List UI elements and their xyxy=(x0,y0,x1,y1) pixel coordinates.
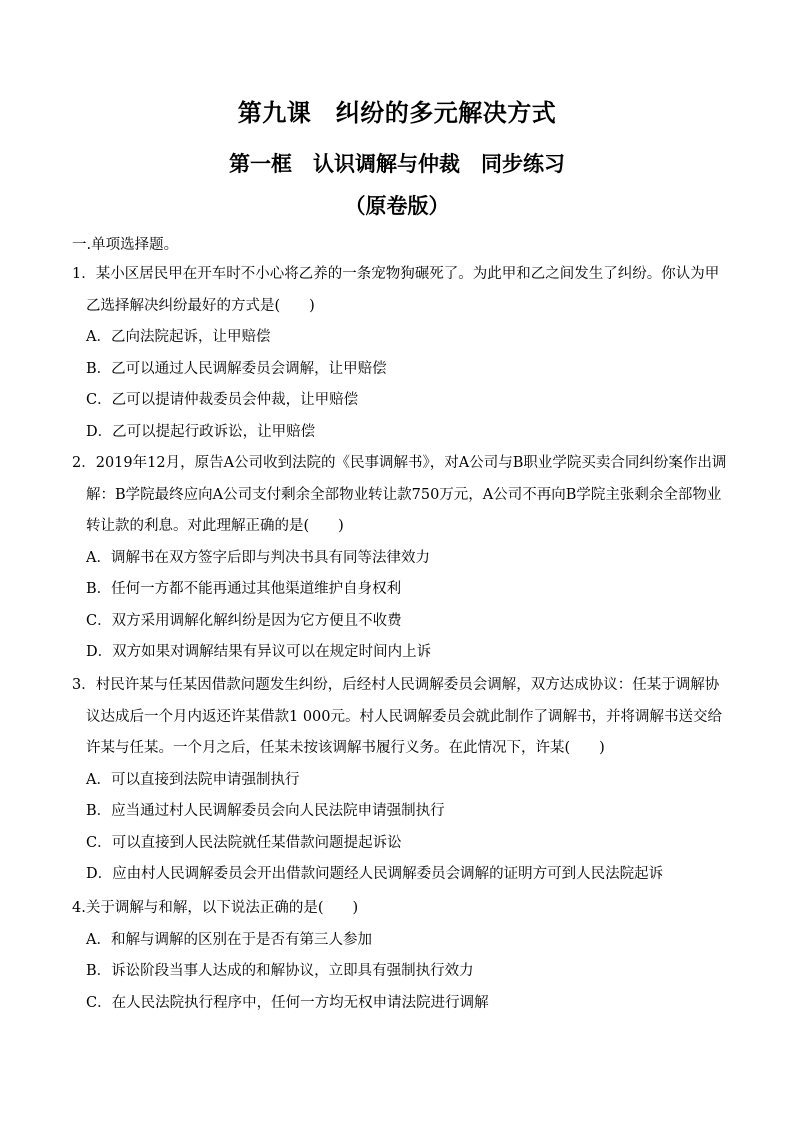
question-stem: 4.关于调解与和解，以下说法正确的是( ) xyxy=(72,900,359,916)
question-2 xyxy=(72,448,732,669)
option-d: D．应由村人民调解委员会开出借款问题经人民调解委员会调解的证明方可到人民法院起诉 xyxy=(86,866,664,882)
option-c: C．双方采用调解化解纠纷是因为它方便且不收费 xyxy=(86,612,402,629)
lesson-title: 第九课 纠纷的多元解决方式 xyxy=(237,98,557,127)
option-a: A．和解与调解的区别在于是否有第三人参加 xyxy=(86,931,372,948)
option-c: C．乙可以提请仲裁委员会仲裁，让甲赔偿 xyxy=(86,392,359,408)
question-stem: 3．村民许某与任某因借款问题发生纠纷，后经村人民调解委员会调解，双方达成协议：任某于调解协议达成后一个月内返还许某借款1 000元。村人民调解委员会就此制作了调解书，并将调解书送交给许某与任某。一个月之后，任某未按该调解书履行义务。在此情况下，许某( ) xyxy=(72,677,723,756)
option-b: B．应当通过村人民调解委员会向人民法院申请强制执行 xyxy=(86,803,445,819)
question-3 xyxy=(72,670,732,891)
option-a: A．调解书在双方签字后即与判决书具有同等法律效力 xyxy=(86,549,430,566)
section-subtitle: 第一框 认识调解与仲裁 同步练习 xyxy=(229,151,565,176)
version-label: （原卷版） xyxy=(344,193,450,218)
option-c: C．在人民法院执行程序中，任何一方均无权申请法院进行调解 xyxy=(86,994,489,1011)
option-b: B．任何一方都不能再通过其他渠道维护自身权利 xyxy=(86,581,402,597)
option-b: B．诉讼阶段当事人达成的和解协议，立即具有强制执行效力 xyxy=(86,963,474,979)
question-1 xyxy=(72,259,732,448)
option-c: C．可以直接到人民法院就任某借款问题提起诉讼 xyxy=(86,834,402,851)
option-a: A．可以直接到法院申请强制执行 xyxy=(86,771,300,788)
option-b: B．乙可以通过人民调解委员会调解，让甲赔偿 xyxy=(86,360,387,377)
option-a: A．乙向法院起诉，让甲赔偿 xyxy=(86,329,271,345)
option-d: D．双方如果对调解结果有异议可以在规定时间内上诉 xyxy=(86,644,432,660)
question-stem: 1．某小区居民甲在开车时不小心将乙养的一条宠物狗碾死了。为此甲和乙之间发生了纠纷。你认为甲乙选择解决纠纷最好的方式是( ) xyxy=(72,266,720,314)
question-stem: 2．2019年12月，原告A公司收到法院的《民事调解书》，对A公司与B职业学院买卖合同纠纷案作出调解：B学院最终应向A公司支付剩余全部物业转让款750万元，A公司不再向B学院主张剩余全部物业转让款的利息。对此理解正确的是( ) xyxy=(72,455,727,534)
question-4 xyxy=(72,893,732,1019)
section-heading: 一.单项选择题。 xyxy=(72,237,179,253)
option-d: D．乙可以提起行政诉讼，让甲赔偿 xyxy=(86,423,316,440)
